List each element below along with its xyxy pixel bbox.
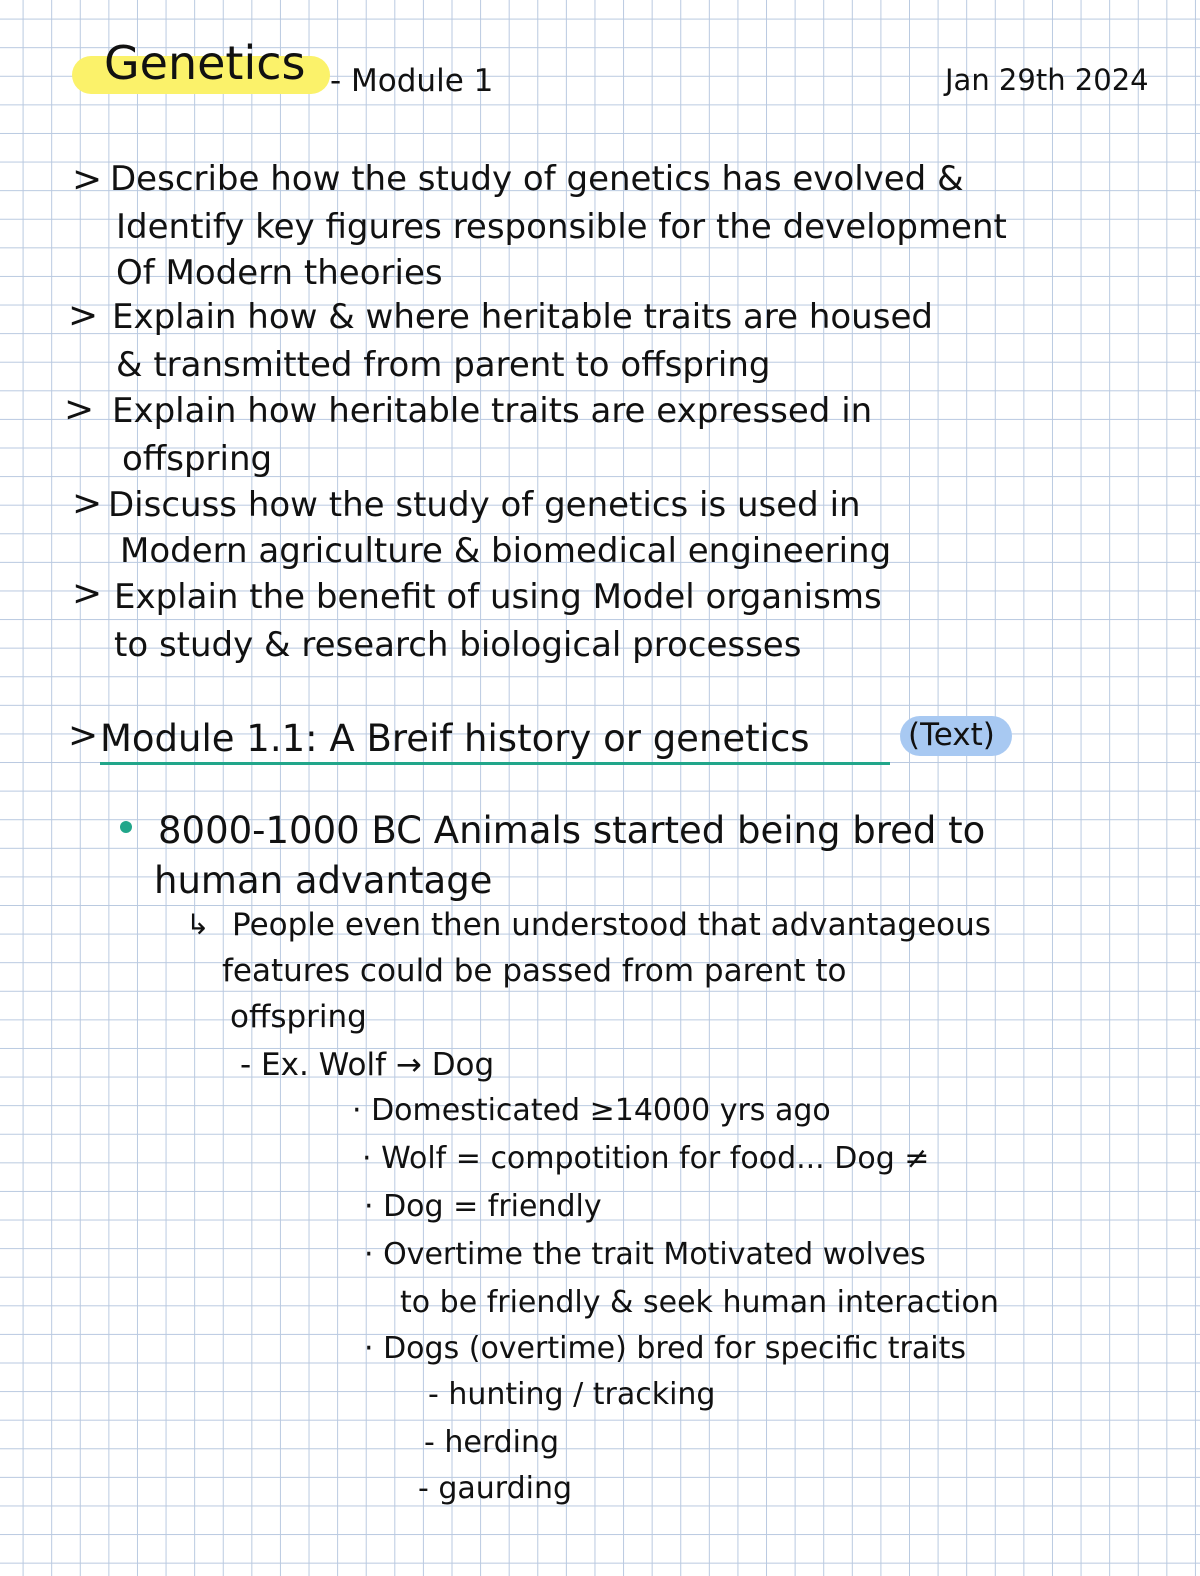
objective-line: Modern agriculture & biomedical engineering	[120, 531, 892, 571]
detail-line: · Overtime the trait Motivated wolves	[364, 1237, 926, 1272]
detail-line: to be friendly & seek human interaction	[400, 1285, 999, 1320]
example-line: - Ex. Wolf → Dog	[240, 1047, 495, 1083]
detail-line: · Domesticated ≥14000 yrs ago	[352, 1093, 831, 1128]
objective-line: Explain how heritable traits are expressed in	[112, 391, 873, 431]
note-date: Jan 29th 2024	[945, 63, 1149, 97]
objective-line: Of Modern theories	[116, 253, 443, 293]
bullet-line: 8000-1000 BC Animals started being bred to	[158, 809, 986, 852]
objective-line: offspring	[122, 439, 273, 479]
detail-line: · Dog = friendly	[364, 1189, 602, 1224]
chevron-right-icon: >	[72, 159, 103, 200]
chevron-right-icon: >	[64, 389, 95, 430]
heading-underline	[100, 762, 890, 765]
objective-line: Identify key figures responsible for the development	[116, 207, 1007, 247]
page-subtitle: - Module 1	[330, 63, 494, 99]
objective-line: to study & research biological processes	[114, 625, 802, 665]
section-tag: (Text)	[908, 717, 995, 753]
chevron-right-icon: >	[68, 295, 99, 336]
sub-line: People even then understood that advantageous	[232, 907, 991, 943]
sub-line: offspring	[230, 999, 367, 1035]
return-arrow-icon: ↳	[186, 908, 210, 941]
objective-line: Describe how the study of genetics has evolved &	[110, 159, 964, 199]
trait-line: - herding	[424, 1425, 560, 1460]
sub-line: features could be passed from parent to	[222, 953, 847, 989]
objective-line: Explain how & where heritable traits are housed	[112, 297, 933, 337]
dot-icon	[120, 821, 132, 833]
objective-line: Discuss how the study of genetics is used in	[108, 485, 861, 525]
detail-line: · Dogs (overtime) bred for specific traits	[364, 1331, 966, 1366]
trait-line: - hunting / tracking	[428, 1377, 716, 1412]
section-heading: Module 1.1: A Breif history or genetics	[100, 717, 810, 760]
chevron-right-icon: >	[68, 715, 99, 756]
chevron-right-icon: >	[72, 573, 103, 614]
page-title: Genetics	[104, 36, 306, 90]
objective-line: & transmitted from parent to offspring	[116, 345, 771, 385]
chevron-right-icon: >	[72, 483, 103, 524]
detail-line: · Wolf = compotition for food... Dog ≠	[362, 1141, 930, 1176]
trait-line: - gaurding	[418, 1471, 573, 1506]
objective-line: Explain the benefit of using Model organisms	[114, 577, 882, 617]
bullet-line: human advantage	[154, 859, 493, 902]
